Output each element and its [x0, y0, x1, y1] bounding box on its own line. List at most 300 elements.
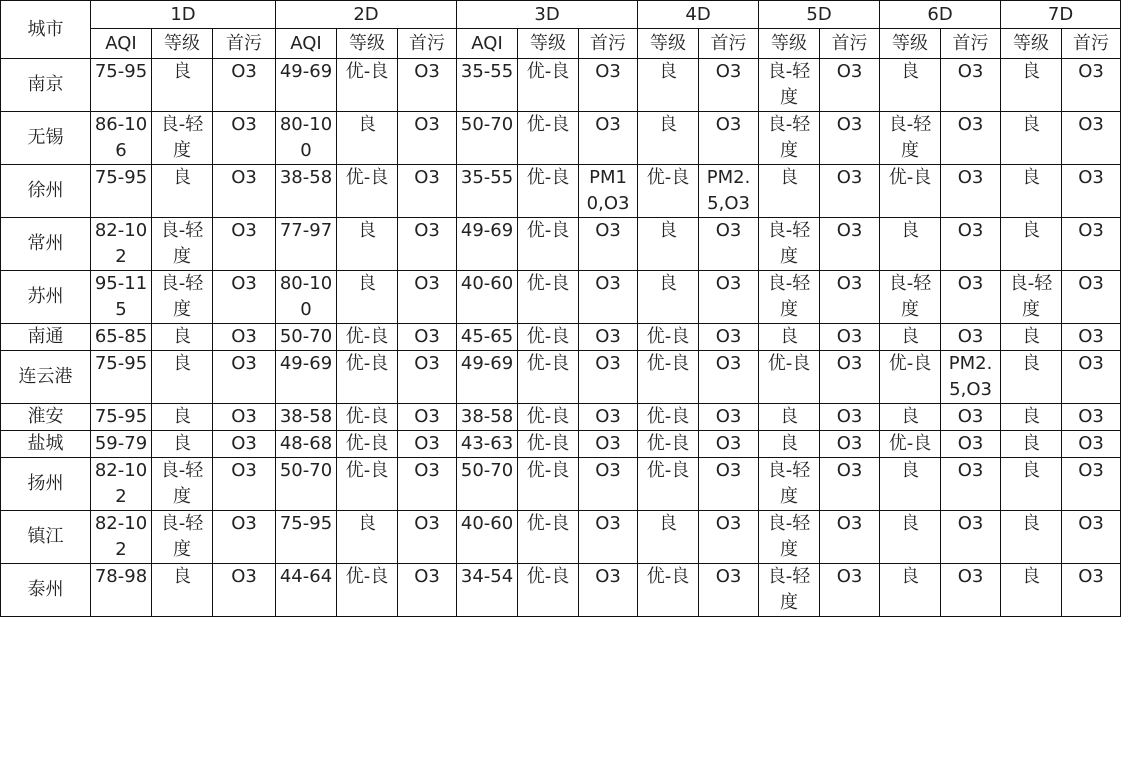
cell-value: 优-良: [646, 406, 690, 427]
cell-value: O3: [957, 61, 984, 82]
table-cell: [759, 458, 820, 511]
cell-value: O3: [231, 566, 257, 587]
cell-value: O3: [957, 167, 984, 188]
table-cell: [276, 404, 337, 431]
table-cell: [579, 271, 638, 324]
cell-value: O3: [836, 114, 863, 135]
table-cell: [941, 59, 1001, 112]
table-cell: [880, 511, 941, 564]
table-cell: [518, 324, 579, 351]
table-cell: [91, 112, 152, 165]
table-cell: [759, 165, 820, 218]
table-cell: [880, 59, 941, 112]
cell-value: 良: [358, 273, 377, 294]
cell-value: 优-良: [646, 433, 690, 454]
table-cell: [759, 324, 820, 351]
field-header: 等级: [518, 29, 579, 59]
cell-value: 65-85: [94, 326, 148, 347]
table-cell: [941, 564, 1001, 617]
table-cell: [152, 59, 213, 112]
cell-value: 良: [1022, 353, 1041, 374]
table-cell: [457, 271, 518, 324]
cell-value: 优-良: [646, 566, 690, 587]
cell-value: 50-70: [460, 114, 514, 135]
table-cell: [941, 271, 1001, 324]
city-name-cell: 盐城: [1, 431, 91, 458]
table-row: [1, 165, 1121, 218]
table-cell: [880, 271, 941, 324]
table-cell: [337, 59, 398, 112]
table-cell: [699, 458, 759, 511]
cell-value: 48-68: [279, 433, 333, 454]
table-cell: [276, 351, 337, 404]
cell-value: 优-良: [888, 353, 932, 374]
cell-value: 优-良: [526, 273, 570, 294]
table-cell: [457, 431, 518, 458]
table-cell: [1062, 404, 1121, 431]
table-cell: [337, 431, 398, 458]
cell-value: O3: [715, 220, 742, 241]
table-cell: [880, 218, 941, 271]
cell-value: 82-102: [94, 220, 148, 267]
table-cell: [699, 324, 759, 351]
table-cell: [638, 165, 699, 218]
cell-value: 优-良: [888, 433, 932, 454]
cell-value: 38-58: [279, 406, 333, 427]
cell-value: 优-良: [526, 61, 570, 82]
table-cell: [941, 324, 1001, 351]
table-cell: [1001, 165, 1062, 218]
cell-value: 良-轻度: [767, 513, 811, 560]
cell-value: O3: [715, 61, 742, 82]
cell-value: 良: [173, 566, 191, 587]
table-cell: [880, 165, 941, 218]
cell-value: 86-106: [94, 114, 148, 161]
table-cell: [759, 404, 820, 431]
table-cell: [820, 59, 880, 112]
cell-value: O3: [595, 114, 621, 135]
cell-value: 良: [173, 353, 191, 374]
cell-value: O3: [715, 460, 742, 481]
table-cell: [276, 564, 337, 617]
table-cell: [213, 431, 276, 458]
table-cell: [1001, 324, 1062, 351]
table-cell: [457, 165, 518, 218]
field-header: 等级: [759, 29, 820, 59]
cell-value: O3: [836, 167, 863, 188]
cell-value: O3: [414, 566, 440, 587]
cell-value: O3: [1078, 513, 1104, 534]
cell-value: O3: [836, 513, 863, 534]
cell-value: O3: [715, 513, 742, 534]
cell-value: 良-轻度: [1009, 273, 1053, 320]
day-header: 4D: [638, 1, 759, 29]
table-cell: [1001, 351, 1062, 404]
cell-value: O3: [595, 273, 621, 294]
table-cell: [941, 431, 1001, 458]
cell-value: O3: [836, 273, 863, 294]
day-header: 2D: [276, 1, 457, 29]
table-cell: [518, 218, 579, 271]
table-cell: [398, 165, 457, 218]
cell-value: 49-69: [279, 61, 333, 82]
city-name-cell: 泰州: [1, 564, 91, 617]
cell-value: O3: [1078, 433, 1104, 454]
table-cell: [820, 511, 880, 564]
table-cell: [638, 59, 699, 112]
cell-value: O3: [1078, 566, 1104, 587]
table-cell: [518, 112, 579, 165]
table-cell: [398, 458, 457, 511]
table-cell: [518, 564, 579, 617]
cell-value: O3: [836, 566, 863, 587]
cell-value: O3: [1078, 326, 1104, 347]
cell-value: O3: [414, 220, 440, 241]
cell-value: O3: [231, 460, 257, 481]
field-header: 首污: [213, 29, 276, 59]
cell-value: 良: [901, 513, 920, 534]
cell-value: O3: [1078, 273, 1104, 294]
cell-value: 优-良: [526, 167, 570, 188]
table-row: [1, 511, 1121, 564]
cell-value: 34-54: [460, 566, 514, 587]
table-cell: [398, 112, 457, 165]
table-cell: [276, 431, 337, 458]
cell-value: 82-102: [94, 513, 148, 560]
table-cell: [941, 458, 1001, 511]
cell-value: 良: [901, 566, 920, 587]
table-cell: [91, 458, 152, 511]
table-cell: [152, 351, 213, 404]
table-cell: [638, 112, 699, 165]
table-cell: [152, 404, 213, 431]
table-cell: [699, 165, 759, 218]
cell-value: 良: [1022, 326, 1041, 347]
table-cell: [1001, 511, 1062, 564]
cell-value: 良-轻度: [160, 220, 204, 267]
table-cell: [276, 511, 337, 564]
table-cell: [941, 218, 1001, 271]
table-cell: [91, 351, 152, 404]
cell-value: PM10,O3: [586, 167, 630, 214]
cell-value: 优-良: [526, 406, 570, 427]
cell-value: O3: [957, 433, 984, 454]
cell-value: O3: [1078, 460, 1104, 481]
cell-value: 优-良: [888, 167, 932, 188]
cell-value: O3: [957, 114, 984, 135]
table-cell: [91, 271, 152, 324]
cell-value: PM2.5,O3: [948, 353, 993, 400]
cell-value: 良: [1022, 167, 1041, 188]
table-cell: [213, 59, 276, 112]
cell-value: 38-58: [279, 167, 333, 188]
table-cell: [579, 165, 638, 218]
cell-value: 75-95: [94, 353, 148, 374]
cell-value: O3: [414, 114, 440, 135]
table-cell: [518, 351, 579, 404]
field-header: 等级: [638, 29, 699, 59]
city-name-cell: 常州: [1, 218, 91, 271]
cell-value: O3: [1078, 61, 1104, 82]
table-cell: [1062, 59, 1121, 112]
cell-value: 良-轻度: [767, 460, 811, 507]
table-cell: [518, 271, 579, 324]
cell-value: O3: [957, 513, 984, 534]
table-cell: [1001, 458, 1062, 511]
cell-value: 良-轻度: [888, 114, 932, 161]
table-cell: [579, 112, 638, 165]
cell-value: O3: [957, 326, 984, 347]
cell-value: 优-良: [526, 326, 570, 347]
table-cell: [1062, 351, 1121, 404]
table-cell: [457, 511, 518, 564]
table-cell: [759, 271, 820, 324]
cell-value: 40-60: [460, 273, 514, 294]
cell-value: O3: [595, 353, 621, 374]
cell-value: O3: [231, 406, 257, 427]
table-cell: [91, 165, 152, 218]
table-cell: [213, 404, 276, 431]
table-cell: [579, 511, 638, 564]
cell-value: 良: [659, 61, 678, 82]
table-cell: [398, 431, 457, 458]
cell-value: 良: [659, 220, 678, 241]
cell-value: 49-69: [460, 220, 514, 241]
cell-value: O3: [1078, 114, 1104, 135]
day-header: 6D: [880, 1, 1001, 29]
table-cell: [91, 511, 152, 564]
table-cell: [1001, 404, 1062, 431]
table-cell: [91, 431, 152, 458]
cell-value: 良: [780, 433, 799, 454]
table-header: [1, 1, 1121, 59]
cell-value: 良: [1022, 114, 1041, 135]
table-cell: [337, 218, 398, 271]
cell-value: 良: [1022, 406, 1041, 427]
cell-value: O3: [595, 326, 621, 347]
cell-value: O3: [595, 513, 621, 534]
cell-value: O3: [836, 406, 863, 427]
cell-value: O3: [836, 61, 863, 82]
cell-value: 优-良: [526, 513, 570, 534]
cell-value: 优-良: [526, 114, 570, 135]
cell-value: O3: [957, 220, 984, 241]
cell-value: 优-良: [345, 433, 389, 454]
table-cell: [820, 404, 880, 431]
table-cell: [699, 564, 759, 617]
cell-value: 良: [901, 460, 920, 481]
cell-value: 优-良: [345, 167, 389, 188]
cell-value: 良-轻度: [767, 61, 811, 108]
cell-value: O3: [715, 566, 742, 587]
table-cell: [337, 404, 398, 431]
table-cell: [880, 404, 941, 431]
table-cell: [398, 59, 457, 112]
table-cell: [457, 564, 518, 617]
cell-value: 优-良: [345, 460, 389, 481]
cell-value: O3: [231, 114, 257, 135]
table-cell: [1062, 511, 1121, 564]
cell-value: 77-97: [279, 220, 333, 241]
cell-value: O3: [715, 273, 742, 294]
cell-value: O3: [231, 513, 257, 534]
table-cell: [276, 112, 337, 165]
cell-value: 良-轻度: [888, 273, 932, 320]
table-cell: [638, 458, 699, 511]
table-cell: [1062, 218, 1121, 271]
table-row: [1, 324, 1121, 351]
cell-value: O3: [595, 406, 621, 427]
table-cell: [880, 564, 941, 617]
table-cell: [276, 271, 337, 324]
cell-value: 40-60: [460, 513, 514, 534]
table-cell: [213, 458, 276, 511]
cell-value: PM2.5,O3: [706, 167, 751, 214]
cell-value: O3: [414, 406, 440, 427]
city-name-cell: 连云港: [1, 351, 91, 404]
city-column-header: 城市: [1, 1, 91, 59]
table-cell: [759, 564, 820, 617]
table-cell: [337, 351, 398, 404]
table-cell: [941, 112, 1001, 165]
cell-value: O3: [595, 220, 621, 241]
cell-value: O3: [595, 61, 621, 82]
table-cell: [152, 324, 213, 351]
table-cell: [398, 271, 457, 324]
table-cell: [638, 404, 699, 431]
cell-value: 75-95: [94, 406, 148, 427]
cell-value: 良: [901, 220, 920, 241]
city-name-cell: 苏州: [1, 271, 91, 324]
day-header: 5D: [759, 1, 880, 29]
table-cell: [518, 431, 579, 458]
table-cell: [152, 165, 213, 218]
table-cell: [276, 165, 337, 218]
cell-value: O3: [715, 326, 742, 347]
cell-value: 良: [780, 167, 799, 188]
cell-value: 80-100: [279, 114, 333, 161]
cell-value: O3: [414, 513, 440, 534]
cell-value: O3: [715, 353, 742, 374]
cell-value: O3: [231, 61, 257, 82]
table-cell: [398, 511, 457, 564]
city-name-cell: 徐州: [1, 165, 91, 218]
table-cell: [91, 218, 152, 271]
cell-value: 82-102: [94, 460, 148, 507]
table-cell: [276, 59, 337, 112]
table-row: [1, 271, 1121, 324]
table-row: [1, 404, 1121, 431]
table-cell: [518, 165, 579, 218]
table-cell: [91, 564, 152, 617]
table-cell: [579, 218, 638, 271]
table-cell: [579, 324, 638, 351]
table-cell: [457, 351, 518, 404]
table-cell: [213, 351, 276, 404]
table-cell: [699, 112, 759, 165]
cell-value: 良: [173, 326, 191, 347]
cell-value: O3: [414, 433, 440, 454]
table-row: [1, 218, 1121, 271]
cell-value: O3: [414, 460, 440, 481]
table-cell: [152, 431, 213, 458]
cell-value: 50-70: [460, 460, 514, 481]
cell-value: O3: [1078, 406, 1104, 427]
table-cell: [880, 351, 941, 404]
field-header: 等级: [337, 29, 398, 59]
cell-value: 优-良: [526, 566, 570, 587]
table-cell: [518, 458, 579, 511]
cell-value: O3: [957, 566, 984, 587]
cell-value: 良: [1022, 460, 1041, 481]
cell-value: 良: [358, 114, 377, 135]
table-cell: [1001, 271, 1062, 324]
cell-value: 59-79: [94, 433, 148, 454]
table-cell: [337, 564, 398, 617]
table-cell: [1062, 165, 1121, 218]
cell-value: O3: [715, 406, 742, 427]
table-cell: [579, 564, 638, 617]
cell-value: O3: [1078, 167, 1104, 188]
cell-value: 良: [1022, 61, 1041, 82]
table-cell: [579, 431, 638, 458]
field-header: 等级: [152, 29, 213, 59]
field-header: 首污: [941, 29, 1001, 59]
cell-value: 良: [780, 326, 799, 347]
cell-value: O3: [836, 326, 863, 347]
table-cell: [699, 431, 759, 458]
table-cell: [213, 218, 276, 271]
table-cell: [699, 271, 759, 324]
cell-value: 45-65: [460, 326, 514, 347]
cell-value: 优-良: [345, 566, 389, 587]
cell-value: 良: [173, 406, 191, 427]
table-cell: [1001, 431, 1062, 458]
field-header: 首污: [820, 29, 880, 59]
table-cell: [152, 271, 213, 324]
table-cell: [152, 218, 213, 271]
cell-value: 良-轻度: [767, 114, 811, 161]
table-cell: [398, 351, 457, 404]
cell-value: 优-良: [526, 353, 570, 374]
table-cell: [1062, 271, 1121, 324]
cell-value: O3: [715, 114, 742, 135]
header-row-days: [1, 1, 1121, 29]
cell-value: 优-良: [767, 353, 811, 374]
cell-value: O3: [1078, 353, 1104, 374]
cell-value: 良-轻度: [767, 566, 811, 613]
table-cell: [880, 324, 941, 351]
table-cell: [1062, 564, 1121, 617]
field-header: AQI: [276, 29, 337, 59]
table-cell: [638, 511, 699, 564]
cell-value: O3: [836, 460, 863, 481]
table-cell: [1001, 112, 1062, 165]
cell-value: 良: [659, 513, 678, 534]
table-cell: [152, 564, 213, 617]
table-cell: [457, 458, 518, 511]
cell-value: 良: [901, 406, 920, 427]
city-name-cell: 扬州: [1, 458, 91, 511]
field-header: 等级: [1001, 29, 1062, 59]
cell-value: O3: [957, 406, 984, 427]
table-cell: [213, 165, 276, 218]
table-row: [1, 112, 1121, 165]
table-cell: [699, 404, 759, 431]
cell-value: 良-轻度: [767, 273, 811, 320]
cell-value: O3: [231, 167, 257, 188]
table-cell: [152, 458, 213, 511]
